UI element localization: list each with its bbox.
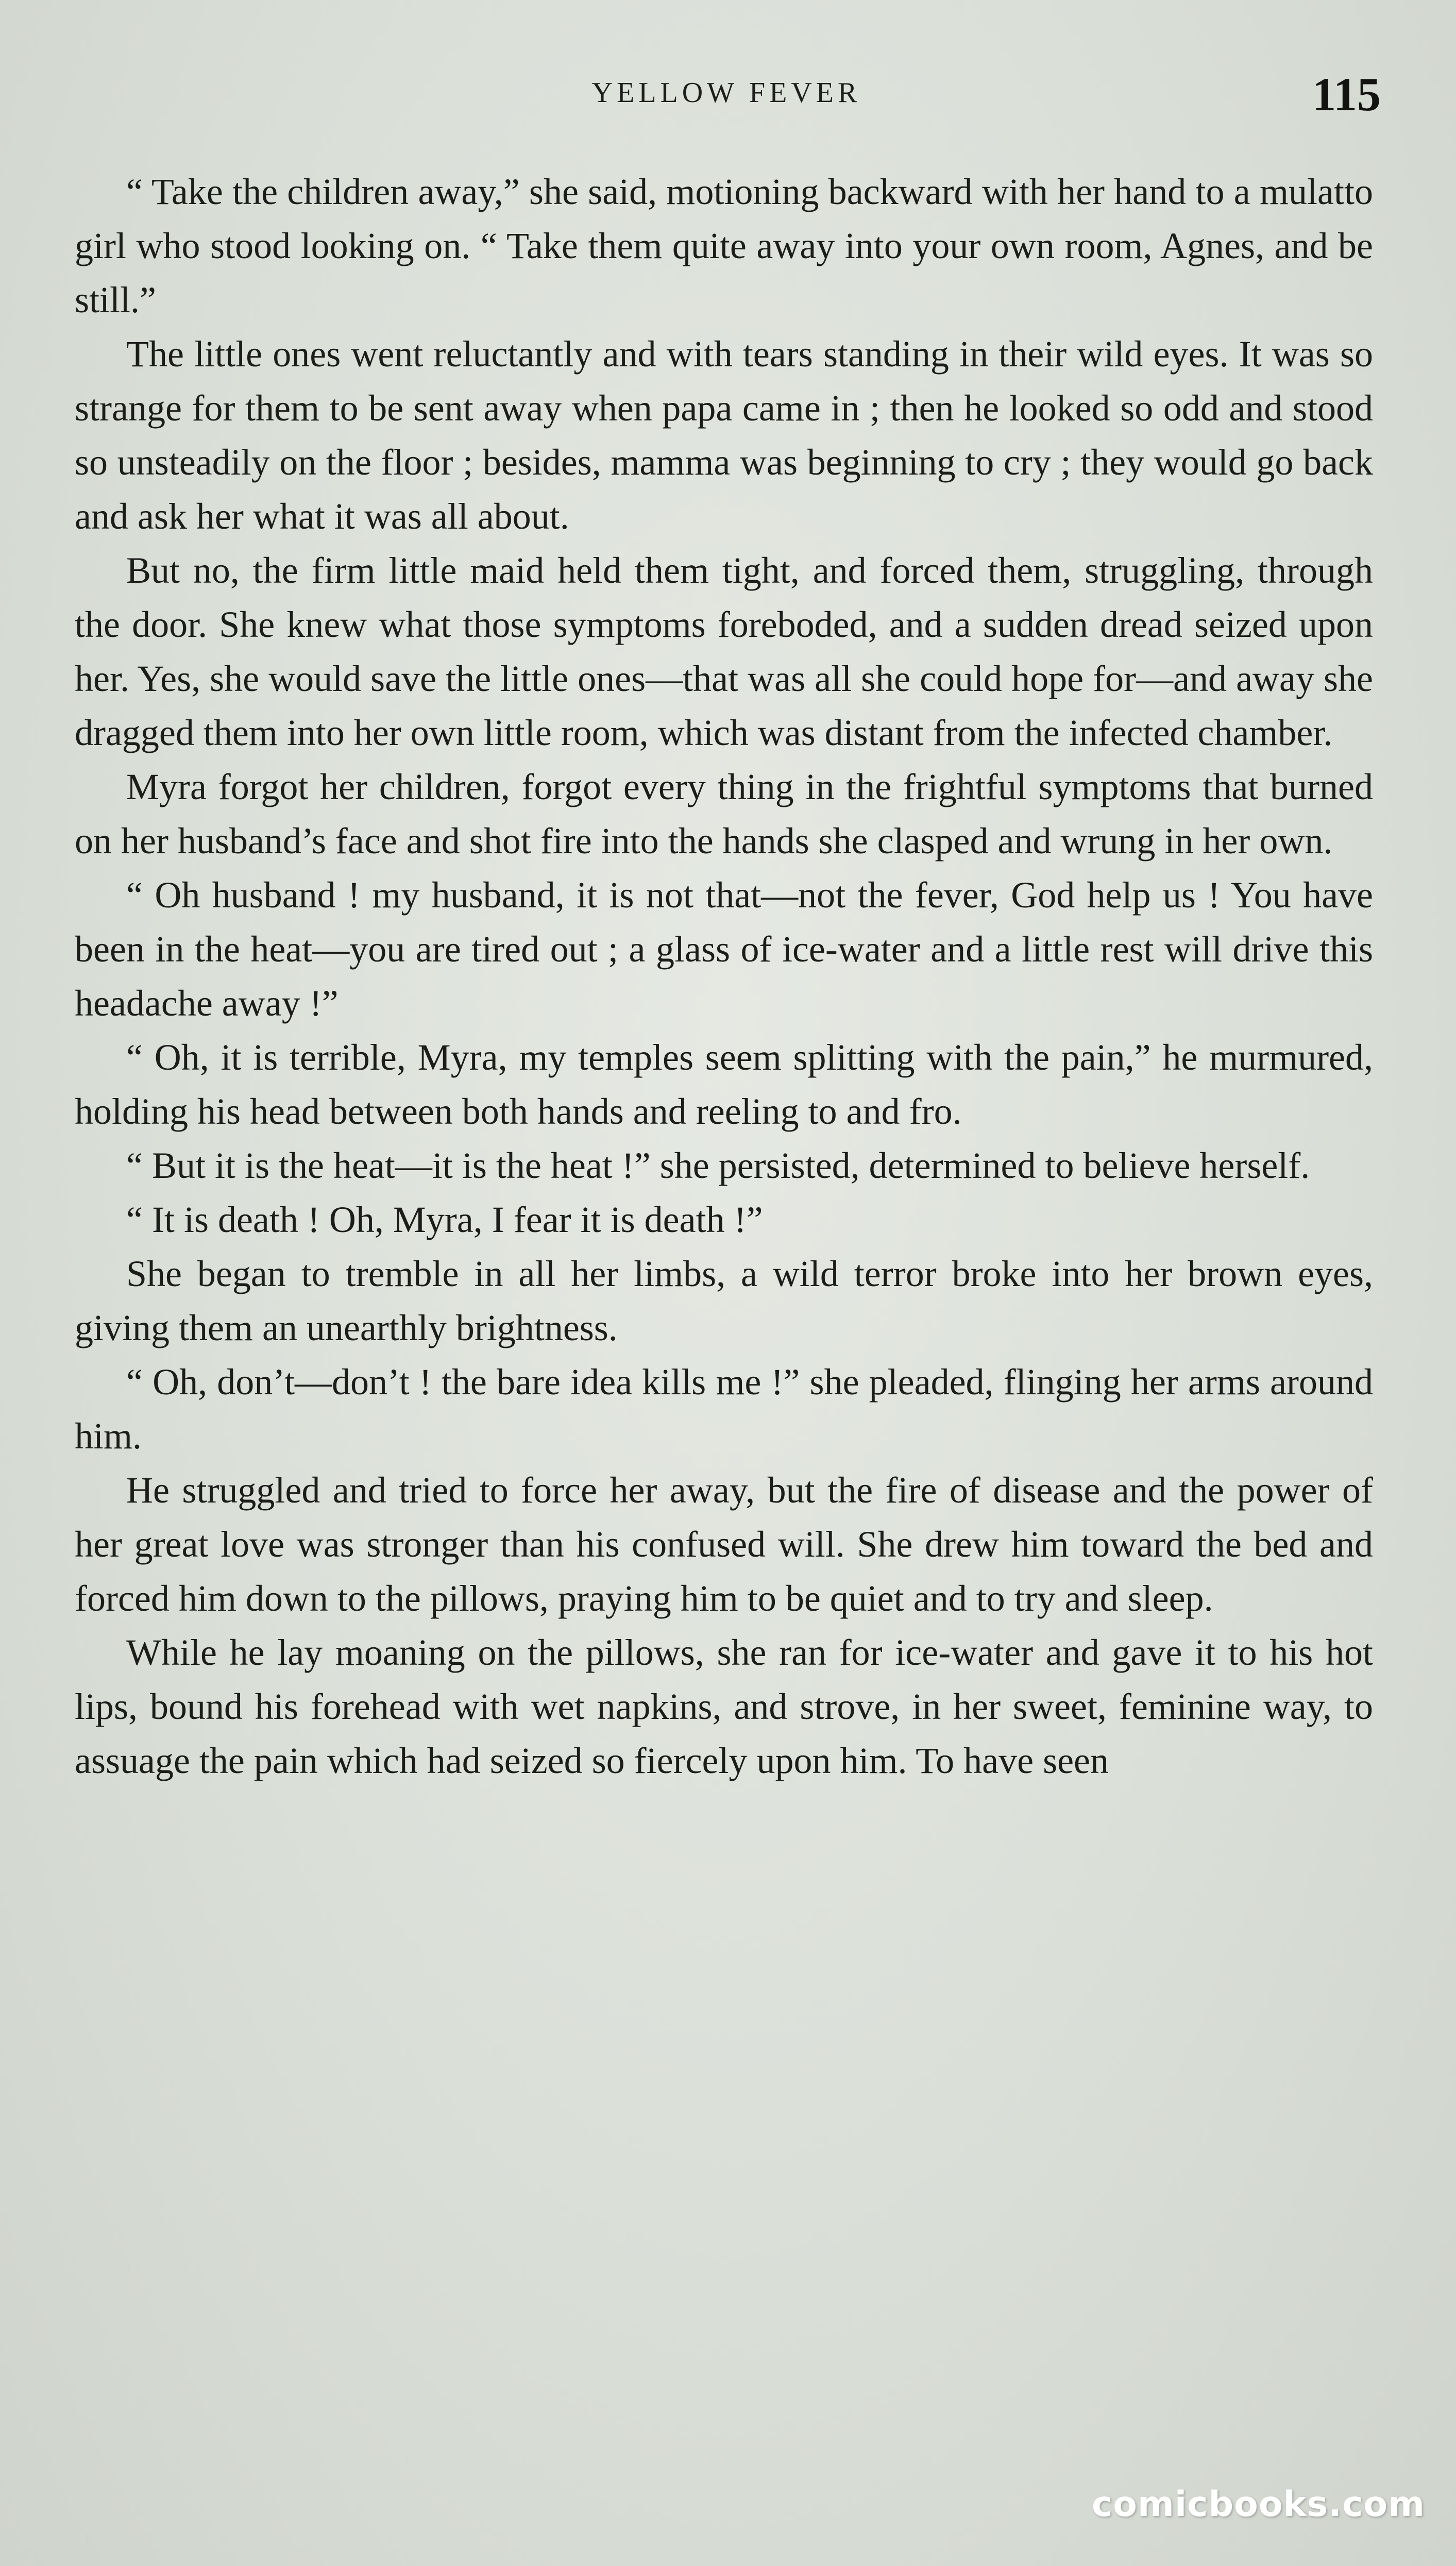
paragraph: “ But it is the heat—it is the heat !” she persisted, determined to believe herself. [126,1145,1310,1186]
paragraph: But no, the firm little maid held them tight, and forced them, struggling, through the door. She knew what those symptoms foreboded, and a sudden dread seized upon her. Yes, she would save the little ones—that was all she could hope for—and away she dragged them into her own little room, which was distant from the infected chamber. [75,550,1373,753]
page-header [72,67,1381,124]
running-head: YELLOW FEVER [591,77,861,109]
paragraph: Myra forgot her children, forgot every thing in the frightful symptoms that burned on her husband’s face and shot fire into the hands she clasped and wrung in her own. [75,766,1373,862]
paragraph: “ Take the children away,” she said, motioning backward with her hand to a mulatto girl who stood looking on. “ Take them quite away into your own room, Agnes, and be still.” [75,171,1373,320]
paragraph: The little ones went reluctantly and with tears standing in their wild eyes. It was so strange for them to be sent away when papa came in ; then he looked so odd and stood so unsteadily on the floor ; besides, mamma was beginning to cry ; they would go back and ask her what it was all about. [75,333,1373,537]
paragraph: While he lay moaning on the pillows, she ran for ice-water and gave it to his hot lips, bound his forehead with wet napkins, and strove, in her sweet, feminine way, to assuage the pain which had seized so fiercely upon him. To have seen [75,1632,1373,1781]
paragraph: “ Oh, don’t—don’t ! the bare idea kills me !” she pleaded, flinging her arms around him. [75,1361,1373,1457]
page-number: 115 [1312,68,1381,121]
paragraph: “ It is death ! Oh, Myra, I fear it is death !” [126,1199,763,1240]
watermark: comicbooks.com [1091,2484,1425,2525]
paragraph: “ Oh, it is terrible, Myra, my temples seem splitting with the pain,” he murmured, holding his head between both hands and reeling to and fro. [75,1037,1373,1132]
paragraph: He struggled and tried to force her away, but the fire of disease and the power of her great love was stronger than his confused will. She drew him toward the bed and forced him down to the pillows, praying him to be quiet and to try and sleep. [75,1470,1373,1619]
body-text [75,165,1373,1788]
paragraph: “ Oh husband ! my husband, it is not that—not the fever, God help us ! You have been in the heat—you are tired out ; a glass of ice-water and a little rest will drive this headache away !” [75,874,1373,1024]
paragraph: She began to tremble in all her limbs, a wild terror broke into her brown eyes, giving them an unearthly brightness. [75,1253,1373,1348]
